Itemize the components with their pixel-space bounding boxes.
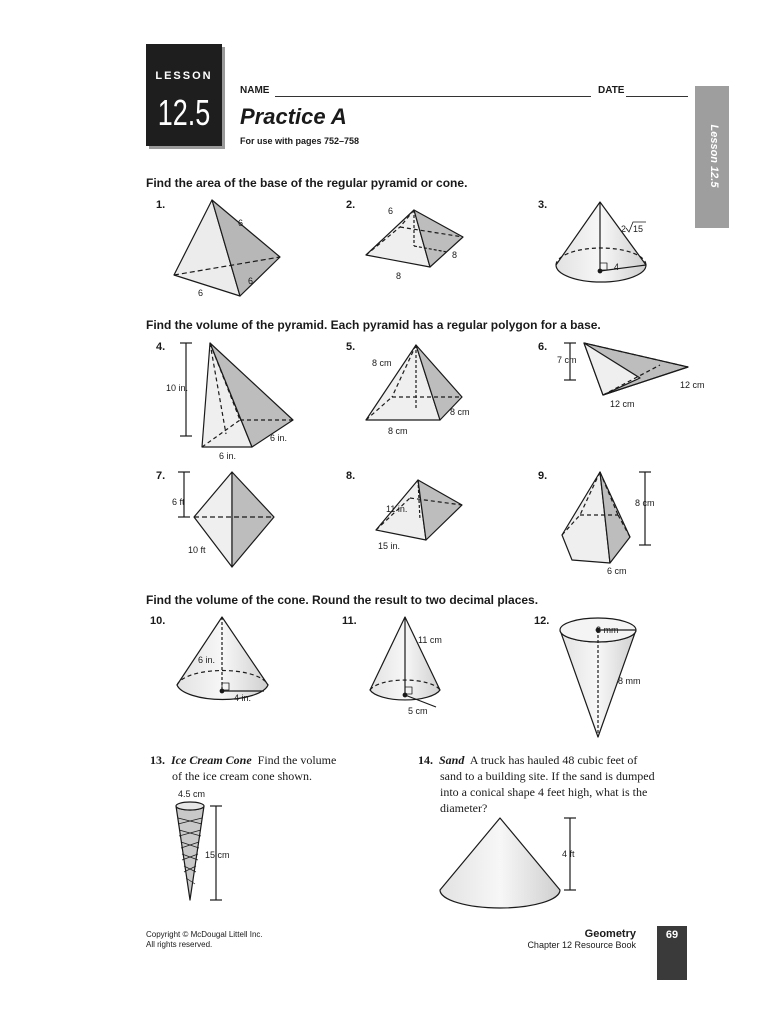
- copyright: [146, 930, 263, 950]
- figure-14-sand-cone: [440, 818, 576, 908]
- fig7-label-height: 6 ft: [172, 497, 185, 507]
- problem-14-line3: into a conical shape 4 feet high, what is the: [440, 785, 648, 799]
- problem-6-number: 6.: [538, 341, 548, 353]
- lesson-number: 12.5: [157, 92, 211, 133]
- fig6-label-side-a: 12 cm: [680, 380, 705, 390]
- problem-13-line1: Find the volume: [257, 753, 337, 767]
- fig6-label-height: 7 cm: [557, 355, 577, 365]
- fig3-label-radicand: 15: [633, 224, 644, 234]
- fig9-label-side: 6 cm: [607, 566, 627, 576]
- fig5-label-height: 8 cm: [372, 358, 392, 368]
- figure-4-square-pyramid: [180, 343, 293, 447]
- figure-6-triangular-pyramid: [564, 343, 688, 395]
- section3-heading: Find the volume of the cone. Round the result to two decimal places.: [146, 593, 539, 607]
- fig2-label-c: 8: [396, 271, 402, 281]
- problem-12-number: 12.: [534, 615, 550, 627]
- figure-1-tetrahedron: [174, 200, 280, 296]
- fig6-label-side-b: 12 cm: [610, 399, 635, 409]
- problem-3-number: 3.: [538, 199, 548, 211]
- fig3-slant-label: [621, 222, 646, 234]
- fig8-label-side: 15 in.: [378, 541, 401, 551]
- fig4-label-side-b: 6 in.: [219, 451, 237, 461]
- section1-heading: Find the area of the base of the regular pyramid or cone.: [146, 176, 468, 190]
- page-number: 69: [657, 926, 687, 980]
- fig4-label-height: 10 in.: [166, 383, 189, 393]
- fig3-label-radius: 4: [614, 262, 620, 272]
- problem-4-number: 4.: [156, 341, 166, 353]
- page-subtitle: For use with pages 752–758: [240, 136, 360, 146]
- problem-14-number: 14.: [418, 753, 433, 767]
- problem-14-line1: A truck has hauled 48 cubic feet of: [469, 753, 638, 767]
- problem-2-number: 2.: [346, 199, 356, 211]
- problem-7-number: 7.: [156, 470, 166, 482]
- fig9-label-height: 8 cm: [635, 498, 655, 508]
- fig5-label-side-b: 8 cm: [388, 426, 408, 436]
- page-title: Practice A: [240, 104, 347, 129]
- problem-10-number: 10.: [150, 615, 166, 627]
- fig2-label-a: 6: [388, 206, 394, 216]
- fig7-label-side: 10 ft: [188, 545, 206, 555]
- figure-2-square-pyramid: [366, 210, 463, 267]
- fig11-label-height: 11 cm: [418, 635, 442, 645]
- problem-1-number: 1.: [156, 199, 166, 211]
- problem-9-number: 9.: [538, 470, 548, 482]
- problem-11-number: 11.: [342, 615, 357, 627]
- problem-13-number: 13.: [150, 753, 165, 767]
- fig12-label-slant: 8 mm: [618, 676, 641, 686]
- fig10-label-height: 6 in.: [198, 655, 216, 665]
- rights-line: All rights reserved.: [146, 940, 213, 949]
- fig10-label-radius: 4 in.: [234, 693, 252, 703]
- chapter-label: Chapter 12 Resource Book: [527, 940, 636, 950]
- fig3-label-coef: 2: [621, 224, 627, 234]
- problem-8-number: 8.: [346, 470, 356, 482]
- fig13-label-height: 15 cm: [205, 850, 230, 860]
- fig1-label-c: 6: [198, 288, 204, 298]
- problem-13-topic: Ice Cream Cone: [171, 753, 252, 767]
- problem-14-line4: diameter?: [440, 801, 488, 815]
- problem-13-line2: of the ice cream cone shown.: [172, 769, 312, 783]
- problem-14-topic: Sand: [439, 753, 465, 767]
- date-label: DATE: [598, 85, 625, 96]
- copyright-line: Copyright © McDougal Littell Inc.: [146, 930, 263, 939]
- fig2-label-b: 8: [452, 250, 458, 260]
- name-label: NAME: [240, 85, 270, 96]
- problem-14-line2: sand to a building site. If the sand is dumped: [440, 769, 655, 783]
- fig8-label-height: 11 in.: [386, 504, 408, 514]
- fig12-label-radius: 3 mm: [596, 625, 619, 635]
- book-info: [470, 928, 636, 950]
- figure-9-hexagonal-pyramid: [562, 472, 651, 563]
- fig1-label-a: 6: [238, 218, 244, 228]
- section2-heading: Find the volume of the pyramid. Each pyramid has a regular polygon for a base.: [146, 318, 601, 332]
- fig5-label-side-a: 8 cm: [450, 407, 470, 417]
- lesson-label: LESSON: [155, 70, 213, 82]
- figure-3-cone: [556, 202, 646, 282]
- figure-10-cone: [177, 617, 268, 700]
- side-tab-label: Lesson 12.5: [708, 124, 720, 188]
- problem-5-number: 5.: [346, 341, 356, 353]
- fig11-label-radius: 5 cm: [408, 706, 428, 716]
- fig14-label-height: 4 ft: [562, 849, 575, 859]
- book-title: Geometry: [584, 928, 636, 940]
- figure-11-cone: [370, 617, 440, 707]
- fig1-label-b: 6: [248, 276, 254, 286]
- figure-5-square-pyramid: [366, 345, 462, 420]
- fig4-label-side-a: 6 in.: [270, 433, 288, 443]
- fig13-label-diameter: 4.5 cm: [178, 789, 206, 799]
